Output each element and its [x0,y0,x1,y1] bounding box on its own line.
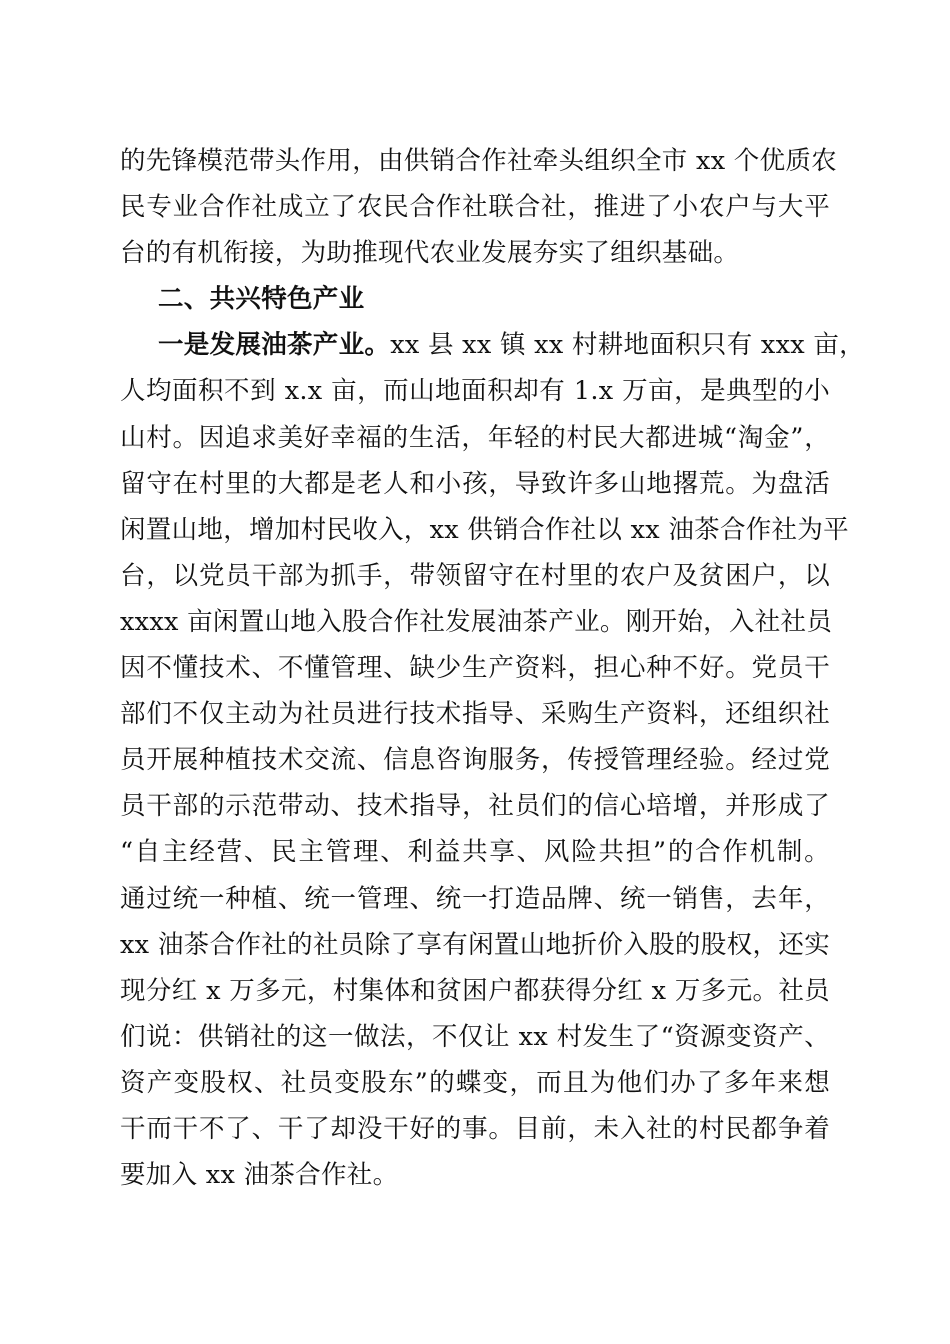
section-heading: 二、共兴特色产业 [158,284,365,315]
lead-phrase: 一是发展油茶产业。 [158,330,391,361]
text-line: 山村。因追求美好幸福的生活，年轻的村民大都进城“淘金”， [120,422,830,453]
text-line: 人均面积不到 x.x 亩，而山地面积却有 1.x 万亩，是典型的小 [120,376,830,407]
text-line-first [120,322,865,368]
text-line: 员干部的示范带动、技术指导，社员们的信心培增，并形成了 [120,791,830,822]
text-line: 要加入 xx 油茶合作社。 [120,1160,399,1191]
text-line: 资产变股权、社员变股东”的蝶变，而且为他们办了多年来想 [120,1067,830,1098]
text-line: 民专业合作社成立了农民合作社联合社，推进了小农户与大平 [120,192,830,223]
text-line: “自主经营、民主管理、利益共享、风险共担”的合作机制。 [120,837,830,868]
text-line: 现分红 x 万多元，村集体和贫困户都获得分红 x 万多元。社员 [120,975,830,1006]
text-line: 闲置山地，增加村民收入，xx 供销合作社以 xx 油茶合作社为平 [120,514,849,545]
text-line: 台的有机衔接，为助推现代农业发展夯实了组织基础。 [120,238,740,269]
document-body [120,138,865,1198]
text-line: 员开展种植技术交流、信息咨询服务，传授管理经验。经过党 [120,745,830,776]
text-line: xxxx 亩闲置山地入股合作社发展油茶产业。刚开始，入社社员 [120,606,833,637]
paragraph-oil-tea-industry [120,322,865,1198]
text-line: xx 油茶合作社的社员除了享有闲置山地折价入股的股权，还实 [120,929,830,960]
text-line: 台，以党员干部为抓手，带领留守在村里的农户及贫困户，以 [120,560,830,591]
paragraph-organization-basis [120,138,837,276]
text-line: 部们不仅主动为社员进行技术指导、采购生产资料，还组织社 [120,699,830,730]
text-line: 通过统一种植、统一管理、统一打造品牌、统一销售，去年， [120,883,830,914]
text-line: 的先锋模范带头作用，由供销合作社牵头组织全市 xx 个优质农 [120,146,837,176]
first-line-rest: xx 县 xx 镇 xx 村耕地面积只有 xxx 亩， [390,330,865,361]
text-line: 留守在村里的大都是老人和小孩，导致许多山地撂荒。为盘活 [120,468,830,499]
text-line: 们说：供销社的这一做法，不仅让 xx 村发生了“资源变资产、 [120,1021,830,1052]
text-line: 因不懂技术、不懂管理、缺少生产资料，担心种不好。党员干 [120,653,830,684]
text-line: 干而干不了、干了却没干好的事。目前，未入社的村民都争着 [120,1113,830,1144]
